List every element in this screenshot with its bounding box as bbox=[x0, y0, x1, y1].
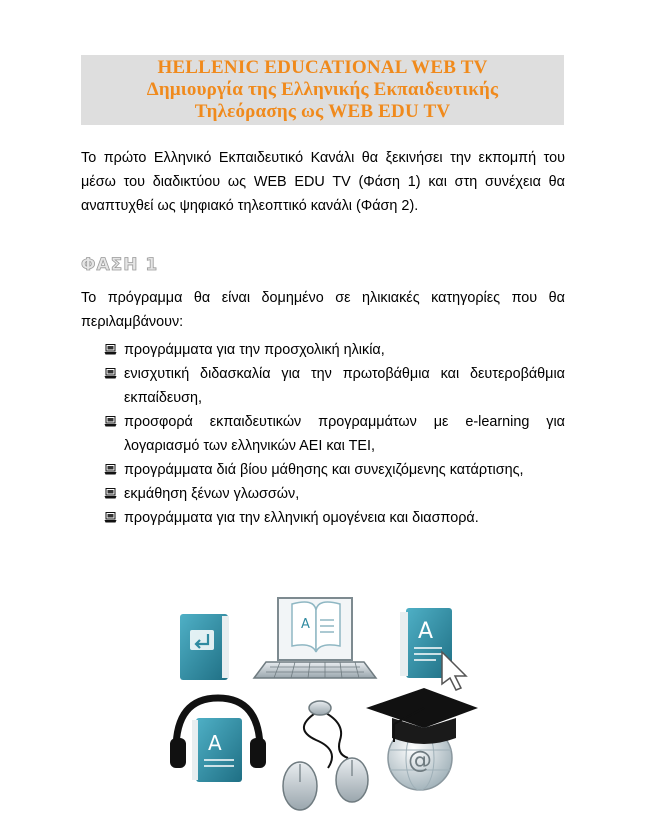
title-banner bbox=[81, 55, 564, 125]
intro-paragraph bbox=[81, 146, 565, 218]
laptop-bullet-icon bbox=[104, 488, 117, 499]
laptop-bullet-icon bbox=[104, 416, 117, 427]
bullet-text: προγράμματα διά βίου μάθησης και συνεχιζόμενης κατάρτισης, bbox=[124, 462, 524, 478]
list-item bbox=[104, 458, 565, 482]
e-learning-illustration bbox=[170, 590, 480, 820]
intro-line-3: αναπτυχθεί ως ψηφιακό τηλεοπτικό κανάλι (Φάση 2). bbox=[81, 198, 419, 214]
bullet-text: ενισχυτική διδασκαλία για την πρωτοβάθμια και δευτεροβάθμια bbox=[124, 366, 565, 382]
book-letter: A bbox=[418, 619, 434, 644]
bullet-text: προγράμματα για την ελληνική ομογένεια και διασπορά. bbox=[124, 510, 479, 526]
headphones-book-letter: A bbox=[208, 731, 222, 755]
title-line-1: HELLENIC EDUCATIONAL WEB TV bbox=[157, 57, 488, 78]
title-line-3: Τηλεόρασης ως WEB EDU TV bbox=[194, 101, 451, 122]
bullet-text-cont: εκπαίδευση, bbox=[124, 390, 203, 406]
closed-book-icon bbox=[180, 614, 229, 680]
laptop-book-letter: A bbox=[301, 617, 310, 632]
list-item bbox=[104, 506, 565, 530]
list-item bbox=[104, 362, 565, 410]
headphones-book-icon bbox=[170, 698, 266, 782]
intro-line-2: μέσω του διαδικτύου ως WEB EDU TV (Φάση 1) και στη συνέχεια θα bbox=[81, 174, 565, 190]
bullet-text-cont: λογαριασμό των ελληνικών ΑΕΙ και ΤΕΙ, bbox=[124, 438, 375, 454]
list-item bbox=[104, 410, 565, 458]
program-paragraph bbox=[81, 286, 565, 334]
section-heading: ΦΑΣΗ 1 bbox=[81, 255, 159, 275]
at-sign: @ bbox=[408, 746, 432, 774]
computer-mice-icon bbox=[283, 701, 368, 810]
bullet-text: προσφορά εκπαιδευτικών προγραμμάτων με e-learning για bbox=[124, 414, 565, 430]
list-item bbox=[104, 338, 565, 362]
laptop-book-icon bbox=[254, 598, 376, 678]
bullet-text: προγράμματα για την προσχολική ηλικία, bbox=[124, 342, 385, 358]
laptop-bullet-icon bbox=[104, 464, 117, 475]
book-cursor-icon bbox=[400, 608, 466, 690]
laptop-bullet-icon bbox=[104, 344, 117, 355]
bullet-text: εκμάθηση ξένων γλωσσών, bbox=[124, 486, 300, 502]
graduation-cap-globe-icon bbox=[366, 688, 478, 790]
intro-line-1: Το πρώτο Ελληνικό Εκπαιδευτικό Κανάλι θα ξεκινήσει την εκπομπή του bbox=[81, 150, 565, 166]
program-line-1: Το πρόγραμμα θα είναι δομημένο σε ηλικιακές κατηγορίες που θα bbox=[81, 290, 565, 306]
list-item bbox=[104, 482, 565, 506]
program-bullet-list bbox=[104, 338, 565, 530]
laptop-bullet-icon bbox=[104, 368, 117, 379]
title-line-2: Δημιουργία της Ελληνικής Εκπαιδευτικής bbox=[146, 79, 499, 100]
program-line-2: περιλαμβάνουν: bbox=[81, 314, 184, 330]
laptop-bullet-icon bbox=[104, 512, 117, 523]
